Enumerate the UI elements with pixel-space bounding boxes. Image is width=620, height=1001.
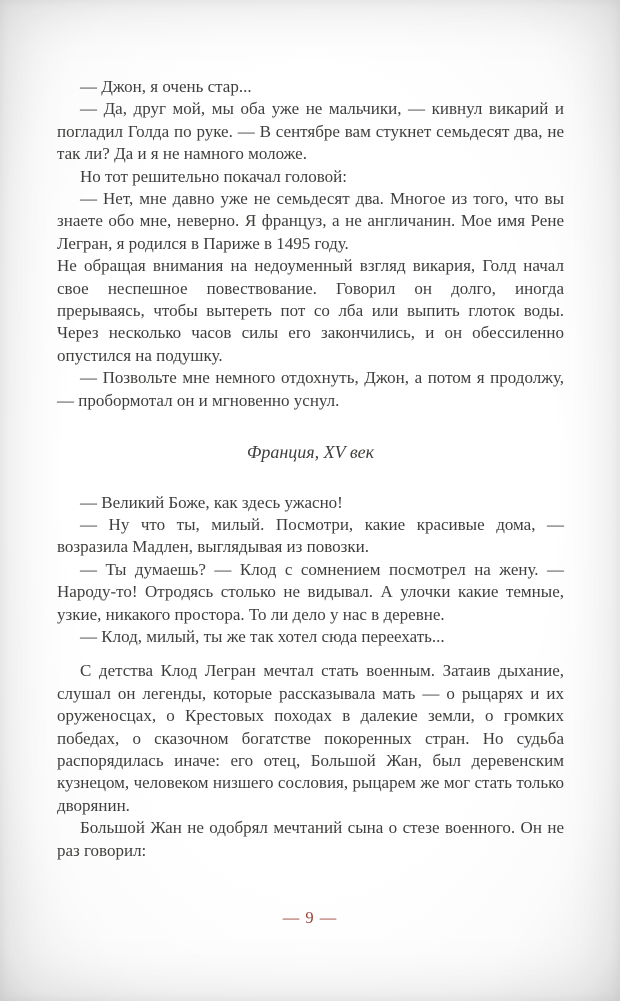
dialogue-paragraph: — Да, друг мой, мы оба уже не мальчики, — кивнул викарий и погладил Голда по руке. — В сентябре вам стукнет семьдесят два, не так ли? Да и я не намного моложе.	[57, 99, 564, 164]
dialogue-paragraph: — Джон, я очень стар...	[80, 77, 252, 96]
dialogue-paragraph: — Нет, мне давно уже не семьдесят два. Многое из того, что вы знаете обо мне, неверно. Я француз, а не англичанин. Мое имя Рене Легран, я родился в Париже в 1495 году.	[57, 189, 564, 253]
page-number: — 9 —	[282, 908, 338, 927]
dialogue-paragraph: — Ну что ты, милый. Посмотри, какие красивые дома, — возразила Мадлен, выглядывая из повозки.	[57, 514, 564, 557]
dialogue-paragraph: — Клод, милый, ты же так хотел сюда переехать...	[80, 626, 445, 646]
narrative-paragraph: Но тот решительно покачал головой:	[80, 166, 347, 186]
page-text	[57, 76, 564, 862]
dialogue-paragraph: — Великий Боже, как здесь ужасно!	[80, 492, 343, 512]
narrative-paragraph: Не обращая внимания на недоуменный взгляд викария, Голд начал свое неспешное повествование. Говорил он долго, иногда прерываясь, чтобы вытереть пот со лба или выпить глоток воды. Через несколько часов силы его закончились, и он обессиленно опустился на подушку.	[57, 256, 564, 365]
narrative-paragraph: Большой Жан не одобрял мечтаний сына о стезе военного. Он не раз говорил:	[57, 818, 564, 860]
dialogue-paragraph: — Ты думаешь? — Клод с сомнением посмотрел на жену. — Народу-то! Отродясь столько не видывал. А улочки какие темные, узкие, никакого простора. То ли дело у нас в деревне.	[57, 559, 564, 624]
section-heading: Франция, XV век	[246, 442, 375, 463]
dialogue-paragraph: — Позвольте мне немного отдохнуть, Джон, а потом я продолжу, — пробормотал он и мгновенно уснул.	[57, 368, 564, 410]
narrative-paragraph: С детства Клод Легран мечтал стать военным. Затаив дыхание, слушал он легенды, которые рассказывала мать — о рыцарях и их оруженосцах, о Крестовых походах в далекие земли, о громких победах, о сказочном богатстве покоренных стран. Но судьба распорядилась иначе: его отец, Большой Жан, был деревенским кузнецом, человеком низшего сословия, рыцарем же мог стать только дворянин.	[57, 661, 564, 815]
